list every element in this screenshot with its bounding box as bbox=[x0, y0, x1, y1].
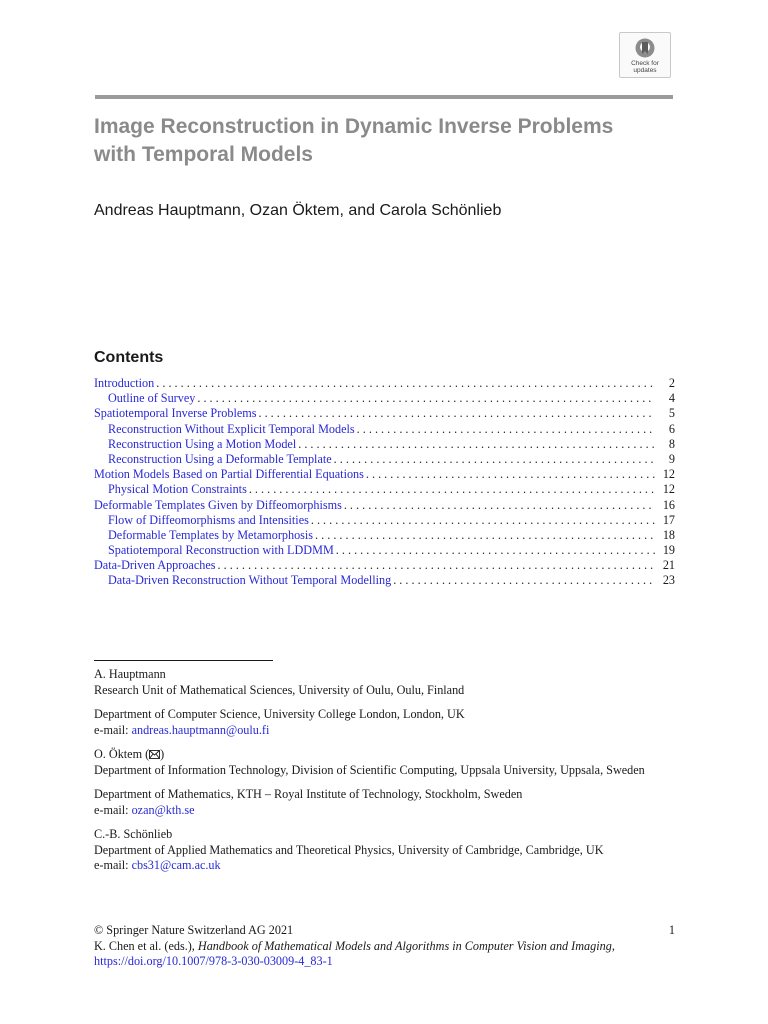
toc-leader-dots bbox=[247, 482, 655, 497]
oktem-affiliation-2: Department of Mathematics, KTH – Royal Institute of Technology, Stockholm, Sweden bbox=[94, 787, 523, 801]
toc-leader-dots bbox=[195, 391, 655, 406]
toc-leader-dots bbox=[309, 513, 655, 528]
toc-entry[interactable] bbox=[94, 513, 675, 528]
affiliations bbox=[94, 667, 669, 874]
toc-entry-label[interactable]: Reconstruction Without Explicit Temporal Models bbox=[108, 421, 355, 436]
toc-entry[interactable] bbox=[94, 437, 675, 452]
toc-entry[interactable] bbox=[94, 452, 675, 467]
toc-entry-label[interactable]: Spatiotemporal Reconstruction with LDDMM bbox=[108, 543, 334, 558]
schonlieb-name: C.-B. Schönlieb bbox=[94, 827, 173, 841]
toc-entry-page: 21 bbox=[662, 558, 675, 573]
toc-entry-label[interactable]: Data-Driven Approaches bbox=[94, 558, 216, 573]
toc-entry[interactable] bbox=[94, 573, 675, 588]
book-title: Handbook of Mathematical Models and Algorithms in Computer Vision and Imaging bbox=[197, 938, 612, 953]
toc-entry[interactable] bbox=[94, 543, 675, 558]
toc-leader-dots bbox=[332, 452, 655, 467]
toc-entry-page: 17 bbox=[662, 512, 675, 527]
toc-leader-dots bbox=[342, 498, 655, 513]
toc-leader-dots bbox=[256, 406, 655, 421]
toc-entry-page: 9 bbox=[668, 451, 675, 466]
toc-entry[interactable] bbox=[94, 422, 675, 437]
toc-entry-label[interactable]: Introduction bbox=[94, 376, 155, 390]
hauptmann-email-line bbox=[94, 723, 669, 739]
toc-entry-page: 19 bbox=[662, 543, 675, 558]
toc-entry-page: 4 bbox=[668, 391, 675, 406]
toc-entry-page: 12 bbox=[662, 482, 675, 497]
toc-entry[interactable] bbox=[94, 467, 675, 482]
toc-entry-page: 18 bbox=[662, 527, 675, 542]
badge-label bbox=[625, 60, 665, 74]
hauptmann-email-link[interactable]: andreas.hauptmann@oulu.fi bbox=[131, 722, 270, 737]
toc-leader-dots bbox=[216, 558, 656, 573]
contents-heading: Contents bbox=[94, 349, 164, 366]
toc-entry-page: 16 bbox=[662, 497, 675, 512]
toc-leader-dots bbox=[154, 376, 655, 391]
page-footer bbox=[94, 923, 675, 970]
toc-entry-label[interactable]: Motion Models Based on Partial Differential Equations bbox=[94, 467, 364, 482]
check-for-updates-badge[interactable] bbox=[619, 32, 671, 78]
toc-entry-page: 6 bbox=[668, 421, 675, 436]
table-of-contents bbox=[94, 376, 675, 589]
toc-entry-label[interactable]: Flow of Diffeomorphisms and Intensities bbox=[108, 512, 309, 527]
toc-entry[interactable] bbox=[94, 406, 675, 421]
toc-entry[interactable] bbox=[94, 391, 675, 406]
toc-entry[interactable] bbox=[94, 528, 675, 543]
toc-entry-label[interactable]: Deformable Templates by Metamorphosis bbox=[108, 527, 314, 542]
badge-label-line2: updates bbox=[633, 67, 657, 74]
title-rule bbox=[95, 95, 673, 99]
oktem-email-link[interactable]: ozan@kth.se bbox=[131, 802, 195, 817]
schonlieb-email-link[interactable]: cbs31@cam.ac.uk bbox=[131, 858, 221, 872]
citation bbox=[94, 939, 675, 970]
citation-separator: , bbox=[611, 938, 615, 953]
toc-entry-label[interactable]: Spatiotemporal Inverse Problems bbox=[94, 406, 257, 421]
chapter-title: Image Reconstruction in Dynamic Inverse Problems with Temporal Models bbox=[94, 115, 614, 166]
crossmark-icon bbox=[632, 37, 658, 59]
toc-entry-page: 8 bbox=[668, 436, 675, 451]
toc-leader-dots bbox=[334, 543, 655, 558]
page-number: 1 bbox=[668, 923, 675, 937]
email-prefix: e-mail: bbox=[94, 858, 132, 872]
toc-entry-page: 5 bbox=[668, 406, 675, 421]
hauptmann-name: A. Hauptmann bbox=[94, 667, 166, 681]
schonlieb-affiliation: Department of Applied Mathematics and Theoretical Physics, University of Cambridge, Cambridge, UK bbox=[94, 842, 604, 857]
badge-label-line1: Check for bbox=[631, 60, 659, 67]
email-prefix: e-mail: bbox=[94, 722, 132, 737]
citation-prefix: K. Chen et al. (eds.), bbox=[94, 938, 198, 953]
toc-entry[interactable] bbox=[94, 376, 675, 391]
toc-entry-page: 12 bbox=[662, 467, 675, 482]
hauptmann-affiliation-1: Research Unit of Mathematical Sciences, University of Oulu, Oulu, Finland bbox=[94, 682, 465, 697]
oktem-name-close: ) bbox=[160, 747, 165, 761]
toc-leader-dots bbox=[364, 467, 655, 482]
oktem-name-line bbox=[94, 747, 669, 763]
toc-entry-label[interactable]: Deformable Templates Given by Diffeomorphisms bbox=[94, 497, 342, 512]
toc-entry-label[interactable]: Physical Motion Constraints bbox=[108, 482, 247, 497]
footnote-rule bbox=[94, 660, 273, 661]
toc-entry-label[interactable]: Reconstruction Using a Motion Model bbox=[108, 436, 297, 451]
toc-leader-dots bbox=[313, 528, 655, 543]
oktem-email-line bbox=[94, 803, 669, 819]
envelope-icon bbox=[149, 750, 160, 759]
doi-link[interactable]: https://doi.org/10.1007/978-3-030-03009-4_83-1 bbox=[94, 954, 333, 968]
copyright-notice: © Springer Nature Switzerland AG 2021 bbox=[94, 923, 294, 937]
toc-entry[interactable] bbox=[94, 498, 675, 513]
toc-entry-page: 23 bbox=[662, 573, 675, 588]
toc-entry[interactable] bbox=[94, 558, 675, 573]
oktem-affiliation-1: Department of Information Technology, Division of Scientific Computing, Uppsala University, Uppsala, Sweden bbox=[94, 762, 645, 777]
toc-entry-label[interactable]: Outline of Survey bbox=[108, 391, 196, 406]
oktem-name: O. Öktem ( bbox=[94, 747, 150, 761]
toc-leader-dots bbox=[391, 573, 655, 588]
toc-entry-page: 2 bbox=[668, 376, 675, 390]
email-prefix: e-mail: bbox=[94, 802, 132, 817]
toc-leader-dots bbox=[355, 422, 655, 437]
author-list: Andreas Hauptmann, Ozan Öktem, and Carola Schönlieb bbox=[94, 202, 502, 219]
toc-entry-label[interactable]: Data-Driven Reconstruction Without Temporal Modelling bbox=[108, 573, 392, 588]
toc-leader-dots bbox=[296, 437, 655, 452]
hauptmann-affiliation-2: Department of Computer Science, University College London, London, UK bbox=[94, 707, 465, 721]
schonlieb-email-line bbox=[94, 858, 669, 874]
toc-entry-label[interactable]: Reconstruction Using a Deformable Template bbox=[108, 451, 332, 466]
toc-entry[interactable] bbox=[94, 482, 675, 497]
